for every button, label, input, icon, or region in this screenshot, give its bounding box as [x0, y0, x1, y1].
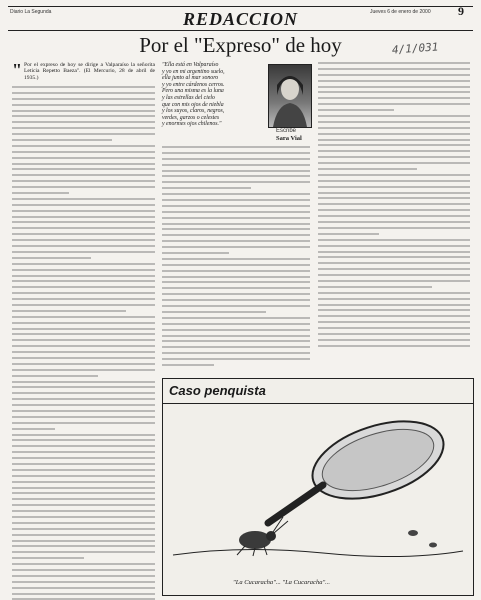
quote-line: y yo en mi argentino suelo, [162, 68, 225, 75]
author-name: Sara Vial [276, 135, 302, 142]
quote-line: verdes, garzos o celestes [162, 114, 220, 121]
small-bug-icon [429, 543, 437, 548]
column-1: " Por el expreso de hoy se dirige a Valparaíso la señorita Leticia Repetto Baeza". (El Mercurio, 28 de abril de 1935.) [12, 62, 155, 600]
handwritten-number: 4/1/031 [391, 40, 439, 57]
portrait-image [269, 65, 311, 127]
magnifying-glass-icon [268, 407, 453, 523]
top-rule [8, 6, 473, 7]
section-title: REDACCION [182, 9, 299, 29]
quote-line: y los suyos, claros, negros, [162, 108, 225, 115]
box-title: Caso penquista [169, 383, 266, 398]
quote-line: Pero una misma es la luna [162, 88, 224, 95]
author-photo [268, 64, 312, 128]
quote-line: y las estrellas del cielo [162, 94, 215, 101]
lead-line-1: Por el expreso de hoy se dirige a Valparaíso la [24, 62, 135, 68]
small-bug-icon [408, 530, 418, 536]
issue-date: Jueves 6 de enero de 2000 [370, 9, 431, 15]
lead-line-2: señorita Leticia Repetto Baeza". (El [24, 62, 155, 75]
lead-line-3: Mercurio, 28 de abril de 1935.) [24, 68, 155, 81]
body-text-col3 [318, 62, 470, 374]
article-title: Por el "Expreso" de hoy [139, 33, 342, 57]
poem-quote [162, 62, 266, 128]
page-number: 9 [458, 4, 464, 18]
paper-name: Diario La Segunda [10, 9, 52, 15]
cartoon-box [162, 378, 474, 596]
quote-line: y yo entre cárdenos cerros. [162, 81, 225, 88]
cartoon-caption: "La Cucaracha"... "La Cucaracha"... [233, 579, 331, 586]
box-title-rule [163, 403, 473, 404]
body-text-col1 [12, 86, 155, 600]
body-text-col2 [162, 146, 310, 374]
quote-line: que con mis ojos de niebla [162, 101, 224, 108]
quote-line: ella junto al mar sonoro [162, 75, 219, 82]
quote-line: "Ella está en Valparaíso [162, 62, 219, 68]
cartoon-illustration [163, 405, 473, 575]
quote-line: y enormes ojos chilenos." [162, 121, 222, 128]
byline-label: Escribe [276, 128, 297, 134]
section-rule [8, 30, 473, 31]
